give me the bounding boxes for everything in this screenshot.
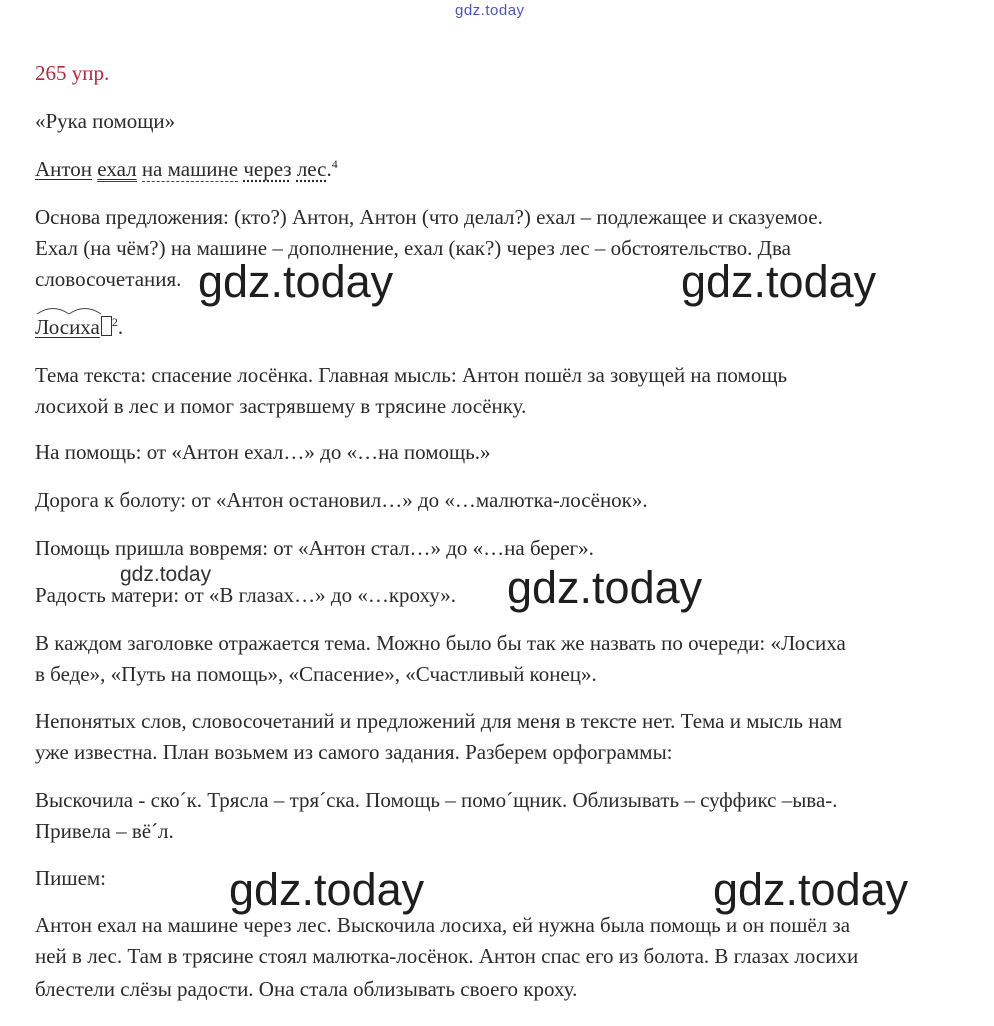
analysis-line-3: словосочетания. xyxy=(35,267,182,291)
morpheme-arcs-icon xyxy=(35,303,107,315)
watermark-4: gdz.today xyxy=(229,864,425,915)
predicate-word: ехал xyxy=(97,157,137,181)
orthograms-line-2: Привела – вё´л. xyxy=(35,819,174,843)
titles-note-line-1: В каждом заголовке отражается тема. Можно было бы так же назвать по очереди: «Лосиха xyxy=(35,631,846,655)
exercise-number: 265 упр. xyxy=(35,61,110,85)
parsed-sentence: Антон ехал на машине через лес.$^4$ xyxy=(35,157,338,181)
object-words: на машине xyxy=(141,157,239,181)
orthograms-line-1: Выскочила - ско´к. Трясла – тря´ска. Помощь – помо´щник. Облизывать – суффикс –ыва-. xyxy=(35,788,838,812)
plan-item-4: Радость матери: от «В глазах…» до «…кроху». xyxy=(35,583,456,607)
adverbial-word-2: лес xyxy=(296,157,327,181)
unknown-words-line-2: уже известна. План возьмем из самого задания. Разберем орфограммы: xyxy=(35,740,673,764)
watermark-1: gdz.today xyxy=(198,256,394,307)
theme-line-2: лосихой в лес и помог застрявшему в трясине лосёнку. xyxy=(35,394,527,418)
final-text-line-1: Антон ехал на машине через лес. Выскочила лосиха, ей нужна была помощь и он пошёл за xyxy=(35,913,851,937)
plan-item-1: На помощь: от «Антон ехал…» до «…на помощь.» xyxy=(35,440,491,464)
unknown-words-line-1: Непонятых слов, словосочетаний и предложений для меня в тексте нет. Тема и мысль нам xyxy=(35,709,843,733)
ending-box-icon xyxy=(101,316,112,336)
watermark-2: gdz.today xyxy=(681,256,877,307)
watermark-5: gdz.today xyxy=(713,864,909,915)
analysis-line-2: Ехал (на чём?) на машине – дополнение, ехал (как?) через лес – обстоятельство. Два xyxy=(35,236,791,260)
plan-item-2: Дорога к болоту: от «Антон остановил…» до «…малютка-лосёнок». xyxy=(35,488,648,512)
final-text-line-3: блестели слёзы радости. Она стала облизывать своего кроху. xyxy=(35,977,578,1001)
exercise-title: «Рука помощи» xyxy=(35,109,176,133)
word-parse: Лосиха $^2$. xyxy=(35,312,123,343)
plan-item-3: Помощь пришла вовремя: от «Антон стал…» до «…на берег». xyxy=(35,536,594,560)
adverbial-word-1: через xyxy=(243,157,292,181)
theme-line-1: Тема текста: спасение лосёнка. Главная мысль: Антон пошёл за зовущей на помощь xyxy=(35,363,788,387)
watermark-small: gdz.today xyxy=(120,563,212,586)
write-label: Пишем: xyxy=(35,866,107,890)
word-parse-root: Лосиха xyxy=(35,312,100,343)
titles-note-line-2: в беде», «Путь на помощь», «Спасение», «Счастливый конец». xyxy=(35,662,597,686)
subject-word: Антон xyxy=(35,157,93,181)
analysis-line-1: Основа предложения: (кто?) Антон, Антон (что делал?) ехал – подлежащее и сказуемое. xyxy=(35,205,823,229)
final-text-line-2: ней в лес. Там в трясине стоял малютка-лосёнок. Антон спас его из болота. В глазах лосихи xyxy=(35,944,859,968)
watermark-3: gdz.today xyxy=(507,562,703,613)
top-watermark: gdz.today xyxy=(455,2,525,19)
sentence-superscript: 4 xyxy=(331,157,338,171)
